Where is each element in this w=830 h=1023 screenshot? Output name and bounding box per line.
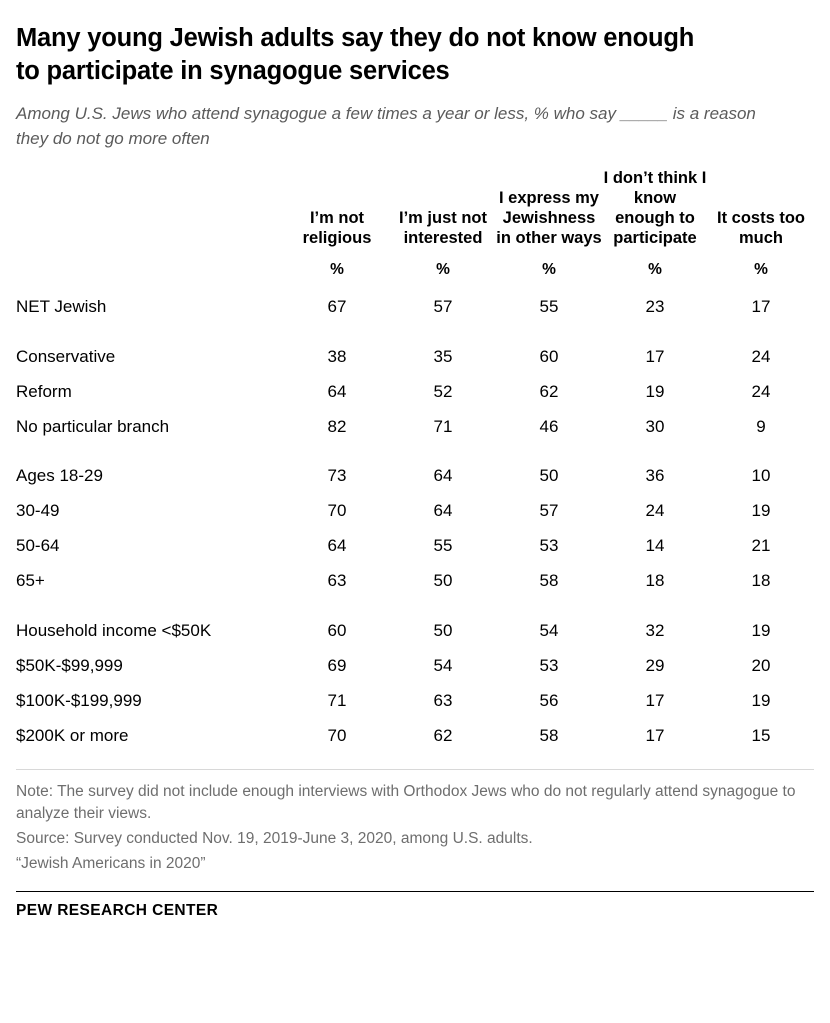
row-value: 19 [751,501,771,521]
note-text: Note: The survey did not include enough interviews with Orthodox Jews who do not regularly attend synagogue to analyze their views. [16,783,796,823]
row-value: 38 [327,346,347,366]
column-header-label [16,168,284,254]
table-unit-row [16,253,814,290]
data-table [16,168,814,754]
row-value: 64 [327,381,347,401]
row-value: 54 [433,655,453,675]
unit-cell-4: % [754,261,768,279]
row-value: 63 [433,690,453,710]
row-value: 82 [327,416,347,436]
figure-notes [16,769,814,875]
row-label: 30-49 [16,501,60,521]
study-title: “Jewish Americans in 2020” [16,855,206,873]
row-value: 24 [751,346,771,366]
row-value: 55 [539,297,559,317]
row-value: 50 [433,620,453,640]
row-value: 50 [433,571,453,591]
row-value: 64 [433,501,453,521]
column-header-0: I’m not religious [302,208,372,247]
row-value: 15 [751,725,771,745]
row-label: NET Jewish [16,297,107,317]
row-value: 58 [539,571,559,591]
table-body [16,290,814,754]
row-value: 55 [433,536,453,556]
row-value: 19 [751,690,771,710]
row-value: 71 [433,416,453,436]
row-value: 23 [645,297,665,317]
column-header-4: It costs too much [716,208,805,247]
row-value: 63 [327,571,347,591]
table-row [16,325,814,375]
row-value: 58 [539,725,559,745]
row-value: 35 [433,346,453,366]
table-row [16,409,814,444]
row-value: 67 [327,297,347,317]
row-label: Reform [16,381,72,401]
unit-cell-1: % [436,261,450,279]
row-value: 17 [645,690,665,710]
row-value: 32 [645,620,665,640]
row-value: 17 [645,346,665,366]
row-value: 29 [645,655,665,675]
row-label: Conservative [16,346,116,366]
row-value: 18 [645,571,665,591]
table-row [16,648,814,683]
row-label: $100K-$199,999 [16,690,142,710]
row-value: 17 [645,725,665,745]
row-value: 30 [645,416,665,436]
table-row [16,564,814,599]
unit-cell-2: % [542,261,556,279]
row-value: 60 [539,346,559,366]
table-row [16,374,814,409]
page-title: Many young Jewish adults say they do not know enough to participate in synagogue services [16,24,695,86]
row-value: 50 [539,466,559,486]
row-value: 9 [756,416,766,436]
table-row [16,599,814,649]
row-value: 36 [645,466,665,486]
row-value: 73 [327,466,347,486]
column-header-2: I express my Jewishness in other ways [496,188,602,247]
row-value: 56 [539,690,559,710]
row-value: 46 [539,416,559,436]
row-value: 53 [539,536,559,556]
row-value: 24 [751,381,771,401]
table-row [16,683,814,718]
table-row [16,529,814,564]
row-value: 57 [433,297,453,317]
table-row [16,494,814,529]
unit-cell-3: % [648,261,662,279]
row-value: 17 [751,297,771,317]
row-value: 54 [539,620,559,640]
row-value: 57 [539,501,559,521]
row-value: 53 [539,655,559,675]
row-value: 62 [433,725,453,745]
row-value: 19 [645,381,665,401]
unit-cell-0: % [330,261,344,279]
row-value: 19 [751,620,771,640]
table-row [16,444,814,494]
row-value: 62 [539,381,559,401]
source-text: Source: Survey conducted Nov. 19, 2019-June 3, 2020, among U.S. adults. [16,830,533,848]
figure-subtitle: Among U.S. Jews who attend synagogue a few times a year or less, % who say _____ is a reason they do not go more often [16,104,756,148]
row-value: 18 [751,571,771,591]
table-header-row [16,168,814,254]
table-header [16,168,814,290]
row-label: $200K or more [16,725,129,745]
unit-cell-label [16,253,284,290]
row-value: 52 [433,381,453,401]
row-value: 64 [433,466,453,486]
row-value: 69 [327,655,347,675]
column-header-3: I don’t think I know enough to participate [603,168,707,247]
row-label: $50K-$99,999 [16,655,123,675]
table-row [16,718,814,753]
row-value: 10 [751,466,771,486]
row-value: 21 [751,536,771,556]
row-value: 64 [327,536,347,556]
row-value: 20 [751,655,771,675]
row-label: Ages 18-29 [16,466,103,486]
row-label: 65+ [16,571,45,591]
row-value: 71 [327,690,347,710]
column-header-1: I’m just not interested [399,208,487,247]
row-label: Household income <$50K [16,620,212,640]
organization-footer: PEW RESEARCH CENTER [16,891,814,920]
row-label: No particular branch [16,416,170,436]
row-value: 70 [327,725,347,745]
row-label: 50-64 [16,536,60,556]
row-value: 24 [645,501,665,521]
row-value: 60 [327,620,347,640]
row-value: 14 [645,536,665,556]
row-value: 70 [327,501,347,521]
table-row [16,290,814,325]
